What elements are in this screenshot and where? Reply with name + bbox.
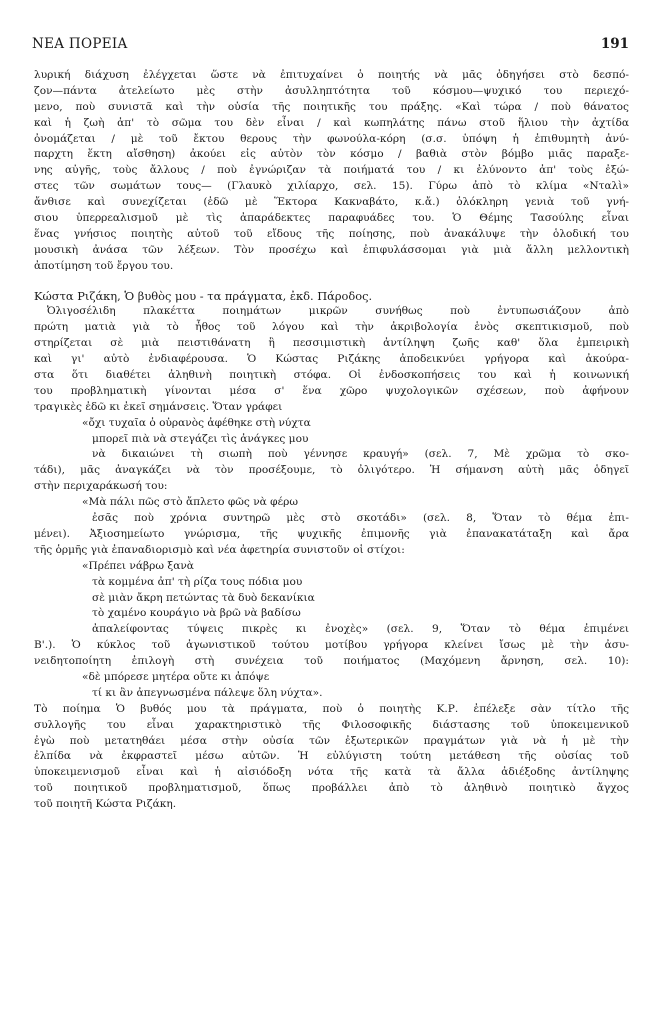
text-line: ὑποκειμενισμοῦ εἶναι καὶ ἡ αἰσιόδοξη νότα τῆς κατὰ τὰ ἄλλα ἀδιέξοδης ἀντίληψης (34, 766, 629, 779)
text-line: μενο, ποὺ συνιστᾶ καὶ τὴν οὐσία τῆς ποιητικῆς του πράξης. «Καὶ τώρα / ποὺ θάνατος (34, 100, 629, 113)
quote-line: τὰ κομμένα ἀπ' τὴ ρίζα τους πόδια μου (92, 575, 303, 588)
text-line: μένει). Ἀξιοσημείωτο γνώρισμα, τῆς ψυχικῆς ἐπιμονῆς γιὰ ἐπανακατάταξη καὶ ἄρα (34, 527, 629, 540)
text-line: λυρική διάχυση ἐλέγχεται ὥστε νὰ ἐπιτυχαίνει ὁ ποιητής νὰ μᾶς ὁδηγήσει στὸ δεσπό- (34, 69, 629, 81)
page-header (32, 36, 629, 56)
text-line: ἕνας γνήσιος ποιητὴς αὐτοῦ τοῦ εἴδους τῆς ποίησης, ποὺ ἀνακάλυψε τὴν ὁλοδική του (34, 227, 629, 240)
text-line: στηρίζεται σὲ μιὰ πειστιθάνατη ἢ πεσσιμιστικὴ ἀντίληψη ζωῆς καθ' ὅλα ἐμπειρικὴ (34, 337, 629, 350)
text-line: ἐγὼ ποὺ μετατηθάει μέσα στὴν οὐσία τῶν ἐξωτερικῶν πραγμάτων γιὰ νὰ ἡ μὲ τὴν (34, 734, 629, 747)
text-line: στες τῶν σωμάτων τους— (Γλαυκὸ χιλίαρχο, σελ. 15). Γύρω ἀπὸ τὸ κλίμα «Νταλὶ» (34, 180, 629, 193)
text-line: ὀνομάζεται / μὲ τοῦ ἔκτου θερους τὴν φωνούλα-κόρη (σ.σ. ὑπόψη ἡ ἐπιθυμητὴ ἀνύ- (34, 132, 629, 145)
quote-line: «ὄχι τυχαῖα ὁ οὐρανὸς ἀφέθηκε στὴ νύχτα (82, 416, 311, 429)
text-line: παρχτη ἕκτη αἴσθηση) ἀκούει εἰς αὐτὸν τὸν κόσμο / βαθιὰ στὸν βόμβο μιᾶς παραξε- (34, 148, 629, 161)
text-line: στὴν περιχαράκωσή του: (34, 480, 168, 493)
review-heading: Κώστα Ριζάκη, Ὁ βυθὸς μου - τα πράγματα, ἐκδ. Πάροδος. (34, 288, 373, 303)
text-line: καὶ γι' αὐτὸ ἐνδιαφέρουσα. Ὁ Κώστας Ριζάκης ἀποδεικνύει γρήγορα καὶ ἀκούρα- (34, 353, 629, 366)
text-line: συλλογῆς του εἶναι χαρακτηριστικὸ τῆς Φιλοσοφικῆς διάστασης τοῦ ὑποκειμενικοῦ (34, 718, 629, 731)
text-line: τραγικὲς ἐδῶ κι ἐκεῖ σημάνσεις. Ὅταν γράφει (34, 400, 283, 413)
text-line: Β'.). Ὁ κύκλος τοῦ ἀγωνιστικοῦ τούτου μοτίβου γρήγορα κλείνει ἴσως μὲ τὴν ἀσυ- (34, 639, 629, 652)
text-line: ἄνθισε καὶ συνεχίζεται (ἐδῶ μὲ Ἕκτορα Κακναβάτο, κ.ἄ.) ὁλόκληρη γενιὰ τοῦ γνή- (34, 196, 629, 209)
quote-line: «Μὰ πάλι πῶς στὸ ἄπλετο φῶς νὰ φέρω (82, 496, 298, 509)
running-title: ΝΕΑ ΠΟΡΕΙΑ (32, 36, 128, 52)
text-line: στα ὅτι διαθέτει ἀληθινὴ ποιητικὴ στόφα. Οἱ ἐνδοσκοπήσεις του καὶ ἡ κοινωνική (34, 369, 629, 382)
text-line: καὶ ἡ ζωὴ ἀπ' τὸ σῶμα του δὲν εἶναι / καὶ κωπηλάτης πάνω στοῦ ἥλιου τὴν ἀχτίδα (34, 116, 629, 129)
quote-line: σὲ μιὰν ἄκρη πετώντας τὰ δυὸ δεκανίκια (92, 591, 315, 604)
quote-line: τὸ χαμένο κουράγιο νὰ βρῶ νὰ βαδίσω (92, 607, 301, 620)
text-line: Ὀλιγοσέλιδη πλακέττα ποιημάτων μικρῶν συνήθως ποὺ ἐντυπωσιάζουν ἀπὸ (47, 305, 629, 318)
quote-line: τί κι ἂν ἀπεγνωσμένα πάλεψε ὅλη νύχτα». (92, 686, 323, 699)
text-line: Τὸ ποίημα Ὁ βυθός μου τὰ πράγματα, ποὺ ὁ ποιητὴς Κ.Ρ. ἐπέλεξε σὰν τίτλο τῆς (34, 702, 629, 715)
quote-line: ἐσᾶς ποὺ χρόνια συντηρῶ μὲς στὸ σκοτάδι» (σελ. 8, Ὅταν τὸ θέμα ἐπι- (92, 512, 629, 525)
text-line: τάδι), μᾶς ἀναγκάζει νὰ τὸν προσέξουμε, τὸ ὀλιγότερο. Ἡ σήμανση αὐτὴ μᾶς ὁδηγεῖ (34, 464, 629, 477)
text-line: τῆς ὁρμῆς γιὰ ἐπαναδιορισμὸ καὶ νέα ἀφετηρία συνιστοῦν οἱ στίχοι: (34, 543, 405, 556)
text-line: σιου ὑπερρεαλισμοῦ μὲ τὶς ἀπαράδεκτες παραφυάδες του. Ὁ Θέμης Τασούλης εἶναι (34, 212, 629, 225)
page-number: 191 (600, 36, 629, 52)
text-line: ἀποτίμηση τοῦ ἔργου του. (34, 259, 174, 272)
quote-line: μπορεῖ πιὰ νὰ στεγάζει τὶς ἀνάγκες μου (92, 432, 309, 445)
quote-line: νὰ δικαιώνει τὴ σιωπὴ ποὺ γέννησε κραυγή» (σελ. 7, Μὲ χρῶμα τὸ σκο- (92, 448, 629, 461)
text-line: πρώτη ματιὰ γιὰ τὸ ἦθος τοῦ λόγου καὶ τὴν ἀκριβολογία ἑνὸς σκεπτικισμοῦ, ποὺ (34, 321, 629, 334)
text-line: ἐλπίδα νὰ ἐκφραστεῖ μέσω αὐτῶν. Ἡ εὐλύγιστη τούτη μετάθεση τῆς οὐσίας τοῦ (34, 750, 629, 763)
text-line: μουσικὴ ἀνάσα τῶν λέξεων. Τὸν προσέχω καὶ ἐπιφυλάσσομαι γιὰ μιὰ ἄλλη μελλοντικὴ (34, 243, 629, 256)
quote-line: «Πρέπει νάβρω ξανὰ (82, 559, 194, 572)
text-line: νειδητοποίητη ἐπιλογὴ στὴ συνέχεια τοῦ ποιήματος (Μαχόμενη ἄρνηση, σελ. 10): (34, 655, 629, 668)
section-gap (34, 275, 629, 289)
text-line: τοῦ ποιητικοῦ προβληματισμοῦ, ὅπως προβάλλει ἀπὸ τὸ ἀληθινὸ ποιητικὸ ἄγχος (34, 782, 629, 795)
text-line: ζον—πάντα ἀτελείωτο μὲς στὴν ἀσυλληπτότητα τοῦ κόσμου—ψυχικό του περιεχό- (34, 84, 629, 97)
quote-line: «δὲ μπόρεσε μητέρα οὔτε κι ἀπόψε (82, 670, 270, 683)
text-line: του προβληματικὴ γίνονται μέσα σ' ἕνα χῶρο ψυχολογικῶν σχέσεων, ποὺ ἀφήνουν (34, 384, 629, 397)
text-line: τοῦ ποιητῆ Κώστα Ριζάκη. (34, 798, 177, 811)
quote-line: ἀπαλείφοντας τύψεις πικρὲς κι ἐνοχὲς» (σελ. 9, Ὅταν τὸ θέμα ἐπιμένει (92, 623, 629, 636)
text-line: νης αὐγῆς, τοὺς ἄλλους / ποὺ ἐγνώριζαν τὰ ποιήματά του / κι ἐλύνοντο ἀπ' τοὺς ἐξώ- (34, 164, 629, 177)
article-body (34, 68, 629, 813)
